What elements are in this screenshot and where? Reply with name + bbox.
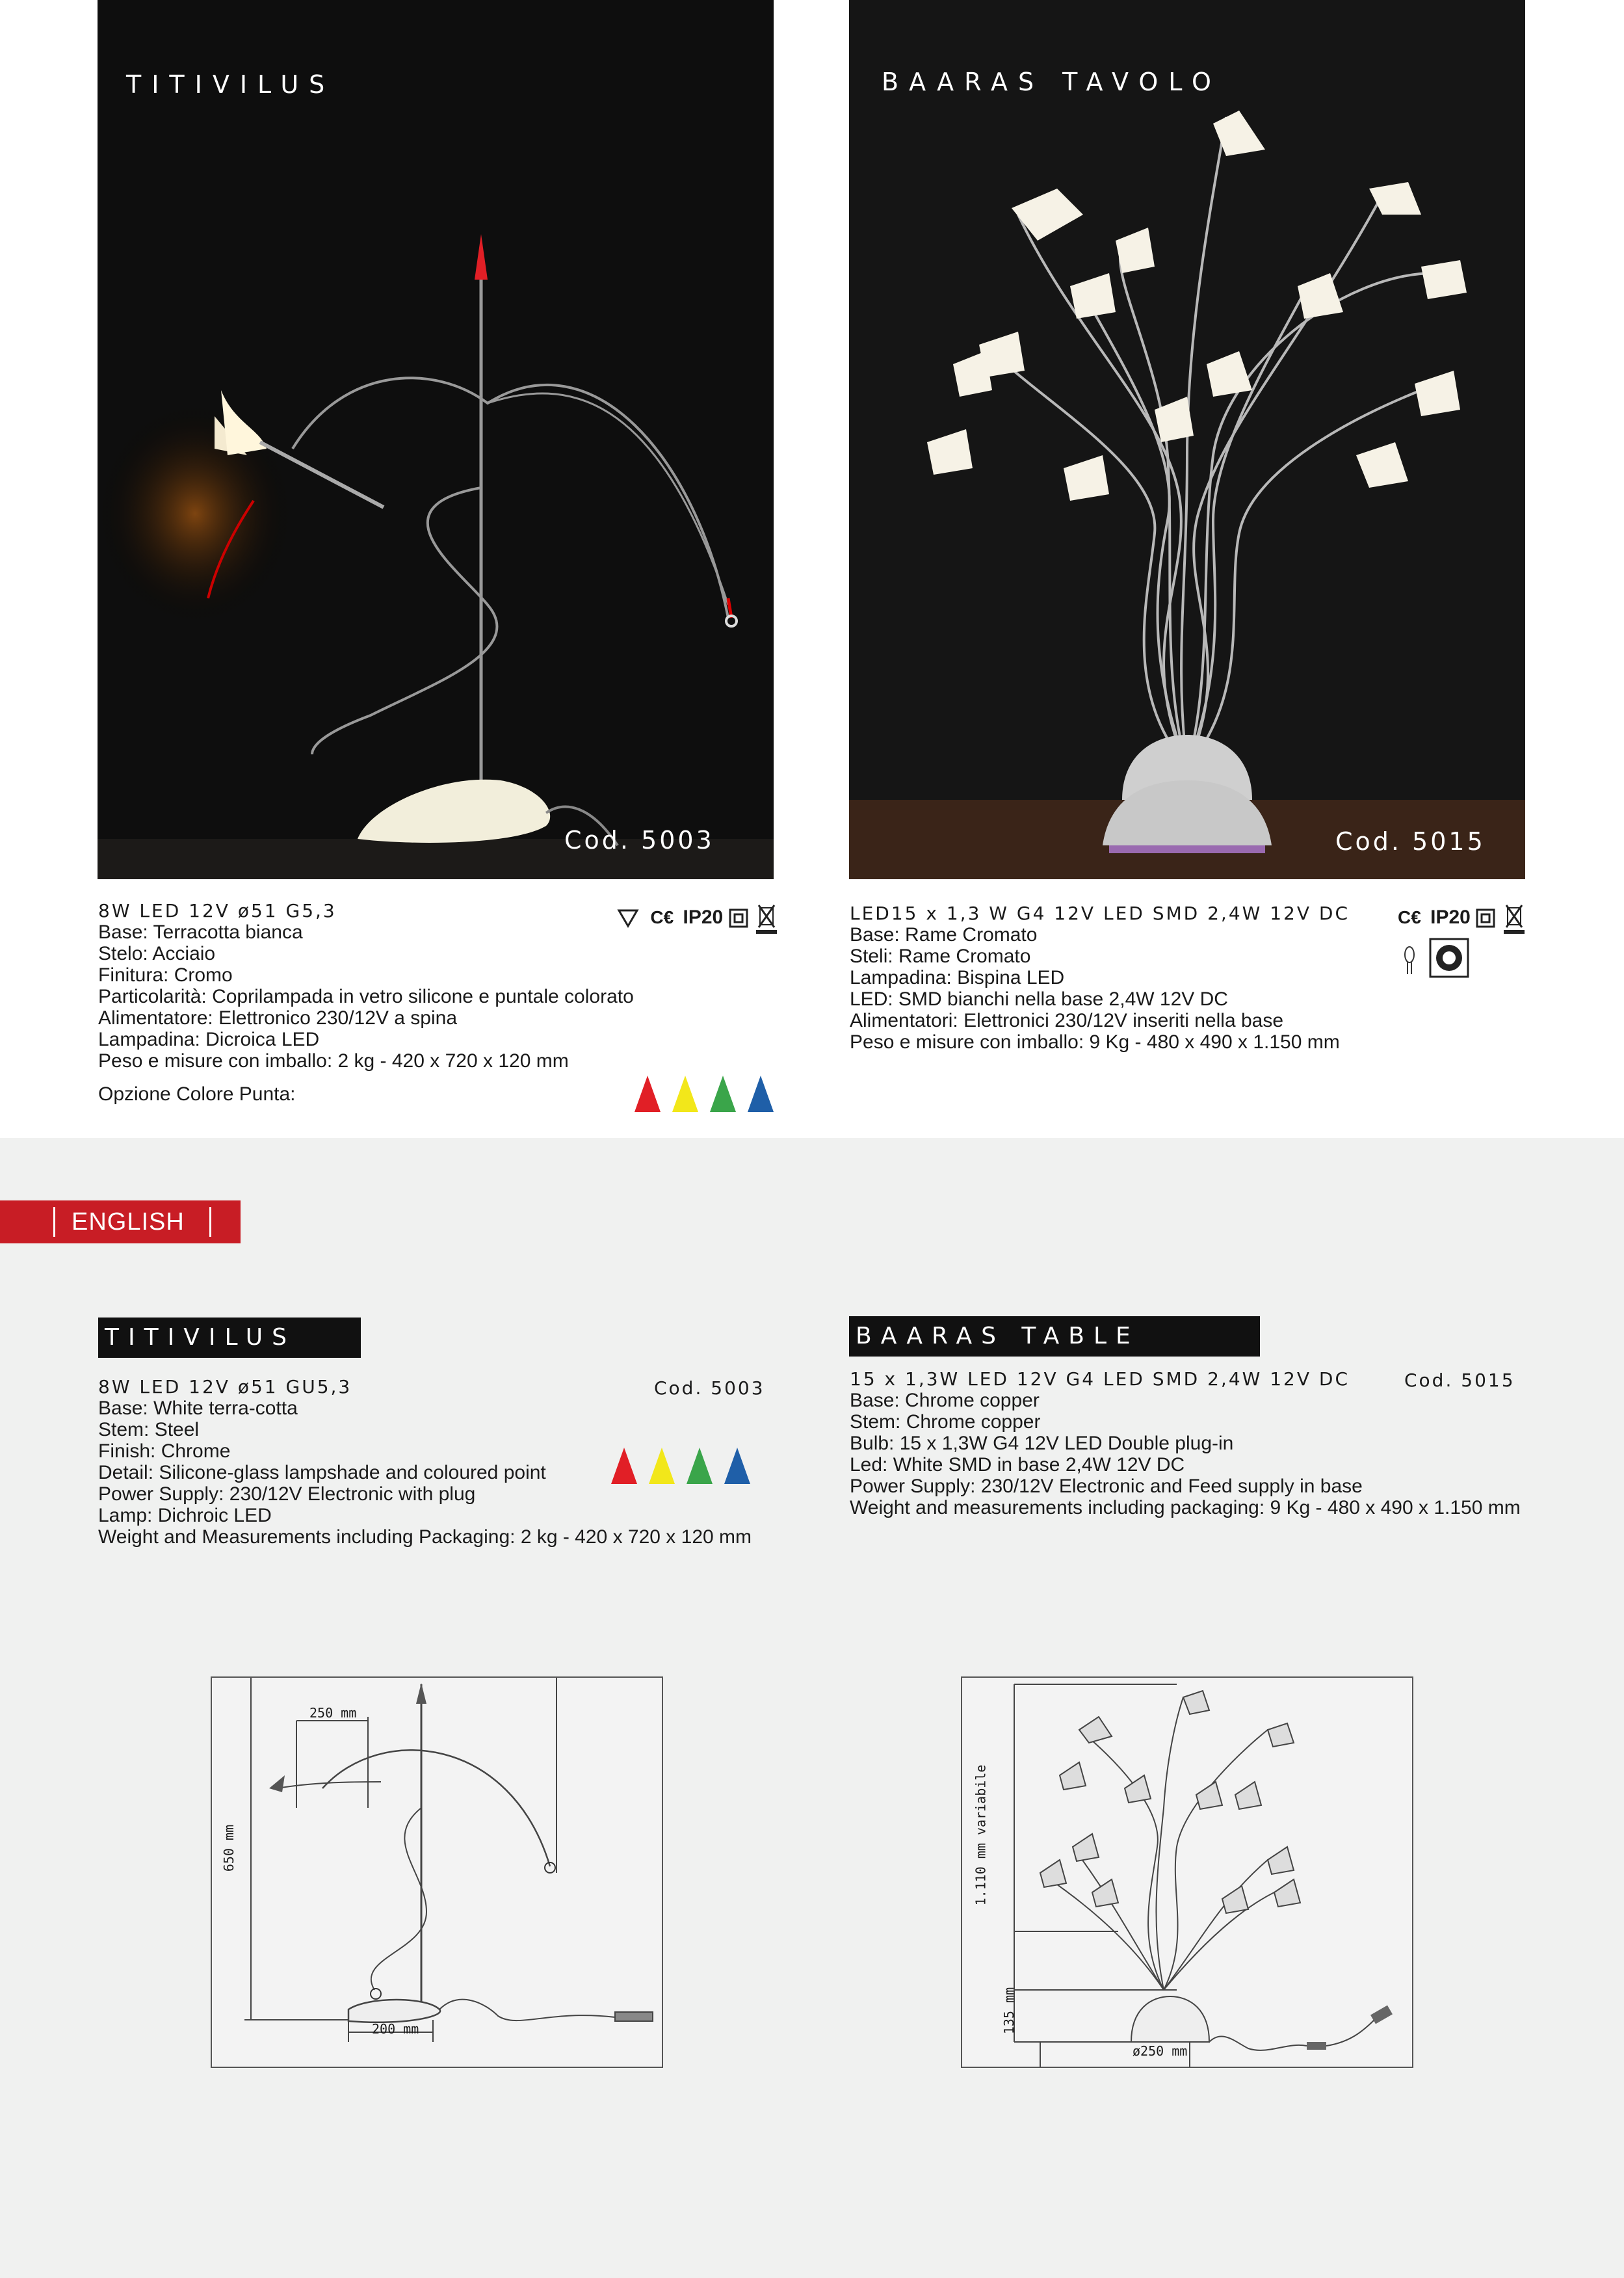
titivilus-spec-block: [98, 900, 634, 1105]
ce-mark-icon: C€: [1398, 907, 1421, 927]
weee-bin-icon: [1501, 901, 1527, 935]
titivilus-technical-drawing: [211, 1676, 663, 2068]
baaras-photo-code: Cod. 5015: [1335, 827, 1486, 856]
en-baaras-spec-head: 15 x 1,3W LED 12V G4 LED SMD 2,4W 12V DC: [850, 1368, 1350, 1390]
titivilus-drawing-lines: [212, 1678, 662, 2067]
baaras-spec-head: LED15 x 1,3 W G4 12V LED SMD 2,4W 12V DC: [850, 903, 1350, 924]
dim-height-label: 1.110 mm variabile: [973, 1764, 989, 1906]
spec-line: Particolarità: Coprilampada in vetro silicone e puntale colorato: [98, 986, 634, 1007]
titivilus-photo-code: Cod. 5003: [564, 826, 714, 854]
dim-width-top-label: 250 mm: [309, 1705, 357, 1721]
spec-line: Alimentatore: Elettronico 230/12V a spina: [98, 1007, 457, 1029]
spec-line: Steli: Rame Cromato: [850, 946, 1031, 967]
baaras-photo-title: BAARAS TAVOLO: [882, 68, 1222, 96]
english-tab-label: ENGLISH: [72, 1208, 185, 1236]
dim-diameter-label: ø250 mm: [1133, 2043, 1188, 2059]
dim-base-height-label: 135 mm: [1001, 1987, 1017, 2035]
color-point-green: [710, 1076, 736, 1112]
spec-line: LED: SMD bianchi nella base 2,4W 12V DC: [850, 988, 1228, 1010]
color-point-yellow: [672, 1076, 698, 1112]
spec-line: Base: White terra-cotta: [98, 1397, 298, 1419]
baaras-spec-block: [850, 903, 1350, 1053]
ip-rating: IP20: [1430, 906, 1471, 928]
spec-line: Finitura: Cromo: [98, 964, 233, 986]
tab-divider-right: [209, 1207, 211, 1237]
en-titivilus-title: TITIVILUS: [98, 1318, 361, 1358]
spec-line: Base: Terracotta bianca: [98, 921, 303, 943]
baaras-lamp-illustration: [849, 0, 1525, 879]
spec-line: Stelo: Acciaio: [98, 943, 216, 964]
spec-line: Peso e misure con imballo: 9 Kg - 480 x 490 x 1.150 mm: [850, 1031, 1340, 1053]
transformer-icon: [1429, 938, 1469, 978]
titivilus-spec-head: 8W LED 12V ø51 G5,3: [98, 900, 337, 921]
baaras-photo: [849, 0, 1525, 879]
titivilus-lamp-illustration: [98, 0, 774, 879]
class-two-icon: [1476, 908, 1495, 928]
spec-line: Bulb: 15 x 1,3W G4 12V LED Double plug-in: [850, 1433, 1234, 1454]
spec-line: Finish: Chrome: [98, 1440, 231, 1462]
spec-line: Stem: Steel: [98, 1419, 200, 1440]
en-titivilus-spec-head: 8W LED 12V ø51 GU5,3: [98, 1376, 352, 1397]
color-option-label: Opzione Colore Punta:: [98, 1083, 296, 1105]
titivilus-photo: [98, 0, 774, 879]
spec-line: Power Supply: 230/12V Electronic and Feed supply in base: [850, 1476, 1363, 1497]
color-point-blue: [748, 1076, 774, 1112]
titivilus-color-swatches: [632, 1073, 775, 1115]
class-two-icon: [729, 908, 748, 928]
ip-rating: IP20: [683, 906, 724, 928]
color-point-yellow: [649, 1448, 675, 1484]
dim-height-label: 650 mm: [221, 1824, 237, 1872]
weee-bin-icon: [753, 901, 779, 935]
color-point-red: [611, 1448, 637, 1484]
english-tab[interactable]: [0, 1200, 241, 1243]
en-baaras-code: Cod. 5015: [1404, 1370, 1515, 1391]
titivilus-photo-title: TITIVILUS: [126, 70, 335, 99]
titivilus-cert-icons: [616, 901, 779, 935]
spec-line: Detail: Silicone-glass lampshade and coloured point: [98, 1462, 546, 1483]
spec-line: Lampadina: Bispina LED: [850, 967, 1065, 988]
spec-line: Led: White SMD in base 2,4W 12V DC: [850, 1454, 1185, 1476]
spec-line: Stem: Chrome copper: [850, 1411, 1041, 1433]
spec-line: Peso e misure con imballo: 2 kg - 420 x 720 x 120 mm: [98, 1050, 569, 1072]
spec-line: Weight and Measurements including Packaging: 2 kg - 420 x 720 x 120 mm: [98, 1526, 752, 1548]
spec-line: Weight and measurements including packaging: 9 Kg - 480 x 490 x 1.150 mm: [850, 1497, 1521, 1518]
baaras-cert-icons: [1398, 901, 1527, 935]
en-titivilus-color-swatches: [609, 1445, 752, 1487]
lamp-type-icon: [616, 907, 640, 930]
spec-line: Alimentatori: Elettronici 230/12V inseriti nella base: [850, 1010, 1284, 1031]
en-titivilus-code: Cod. 5003: [654, 1377, 765, 1399]
color-point-blue: [724, 1448, 750, 1484]
color-point-green: [687, 1448, 713, 1484]
dim-base-label: 200 mm: [372, 2021, 419, 2037]
spec-line: Power Supply: 230/12V Electronic with plug: [98, 1483, 476, 1505]
spec-line: Base: Chrome copper: [850, 1390, 1040, 1411]
color-point-red: [635, 1076, 661, 1112]
g4-bulb-icon: [1403, 944, 1416, 977]
tab-divider-left: [53, 1207, 55, 1237]
ce-mark-icon: C€: [650, 907, 674, 927]
spec-line: Lampadina: Dicroica LED: [98, 1029, 320, 1050]
en-baaras-title: BAARAS TABLE: [849, 1316, 1260, 1357]
spec-line: Lamp: Dichroic LED: [98, 1505, 272, 1526]
spec-line: Base: Rame Cromato: [850, 924, 1038, 946]
baaras-technical-drawing: [961, 1676, 1413, 2068]
baaras-drawing-lines: [962, 1678, 1412, 2067]
